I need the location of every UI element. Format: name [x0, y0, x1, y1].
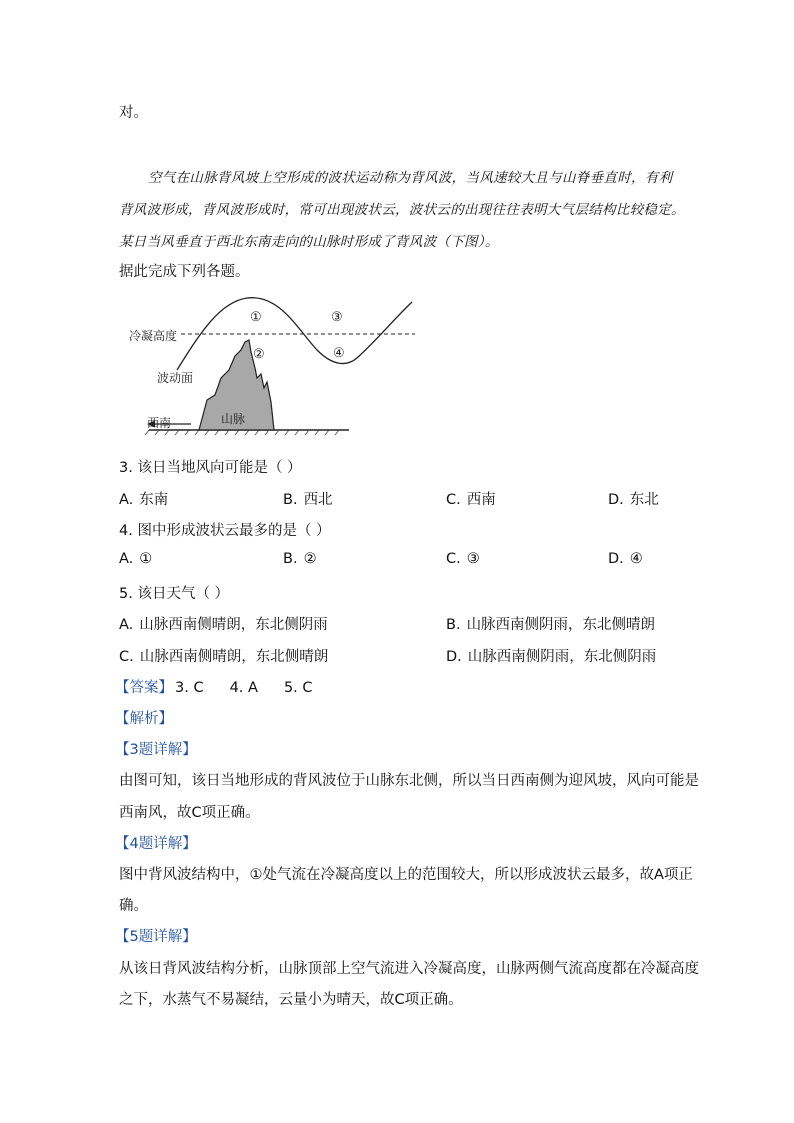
- q4-option-a: A. ①: [119, 551, 153, 567]
- q3-option-d: D. 东北: [608, 492, 659, 508]
- detail-4-line-1: 图中背风波结构中，①处气流在冷凝高度以上的范围较大，所以形成波状云最多，故A项正: [119, 867, 693, 883]
- passage-line-2: 背风波形成，背风波形成时，常可出现波状云，波状云的出现往往表明大气层结构比较稳定。: [119, 202, 685, 218]
- q5-option-b: B. 山脉西南侧阴雨，东北侧晴朗: [446, 617, 656, 633]
- lee-wave-figure: [119, 290, 419, 440]
- question-5-stem: 5. 该日天气（ ）: [119, 586, 230, 602]
- question-3-stem: 3. 该日当地风向可能是（ ）: [119, 460, 302, 476]
- marker-3: ③: [331, 310, 343, 325]
- instruction: 据此完成下列各题。: [119, 264, 250, 280]
- question-4-stem: 4. 图中形成波状云最多的是（ ）: [119, 523, 331, 539]
- analysis-tag: 【解析】: [115, 711, 173, 727]
- q5-option-d: D. 山脉西南侧阴雨，东北侧阴雨: [446, 649, 657, 665]
- answer-5: 5. C: [283, 680, 313, 696]
- q4-option-d: D. ④: [608, 551, 643, 567]
- passage-line-1: 空气在山脉背风坡上空形成的波状运动称为背风波，当风速较大且与山脊垂直时，有利: [148, 170, 673, 186]
- detail-5-line-1: 从该日背风波结构分析，山脉顶部上空气流进入冷凝高度，山脉两侧气流高度都在冷凝高度: [119, 961, 699, 977]
- wave-surface-label: 波动面: [157, 371, 194, 385]
- marker-2: ②: [253, 347, 265, 362]
- detail-3-line-1: 由图可知，该日当地形成的背风波位于山脉东北侧，所以当日西南侧为迎风坡，风向可能是: [119, 773, 699, 789]
- marker-4: ④: [333, 346, 345, 361]
- detail-4-line-2: 确。: [119, 898, 148, 914]
- q5-option-c: C. 山脉西南侧晴朗，东北侧晴朗: [119, 649, 329, 665]
- answer-3: 3. C: [175, 680, 204, 696]
- q4-option-b: B. ②: [283, 551, 317, 567]
- q3-option-c: C. 西南: [446, 492, 496, 508]
- detail-5-tag: 【5题详解】: [115, 929, 197, 945]
- q5-option-a: A. 山脉西南侧晴朗，东北侧阴雨: [119, 617, 328, 633]
- answer-tag: 【答案】: [115, 680, 173, 696]
- q3-option-b: B. 西北: [283, 492, 333, 508]
- southwest-label: 西南: [147, 416, 172, 430]
- detail-5-line-2: 之下，水蒸气不易凝结，云量小为晴天，故C项正确。: [119, 992, 463, 1008]
- q4-option-c: C. ③: [446, 551, 480, 567]
- detail-4-tag: 【4题详解】: [115, 836, 197, 852]
- continued-text: 对。: [119, 105, 148, 121]
- detail-3-line-2: 西南风，故C项正确。: [119, 805, 260, 821]
- answer-line: [115, 676, 313, 697]
- condensation-height-label: 冷凝高度: [129, 329, 178, 343]
- detail-3-tag: 【3题详解】: [115, 742, 197, 758]
- answer-4: 4. A: [229, 680, 258, 696]
- passage-line-3: 某日当风垂直于西北东南走向的山脉时形成了背风波（下图）。: [119, 234, 499, 250]
- mountain-label: 山脉: [221, 412, 246, 426]
- marker-1: ①: [250, 310, 262, 325]
- q3-option-a: A. 东南: [119, 492, 169, 508]
- ground-hatching: [145, 430, 339, 435]
